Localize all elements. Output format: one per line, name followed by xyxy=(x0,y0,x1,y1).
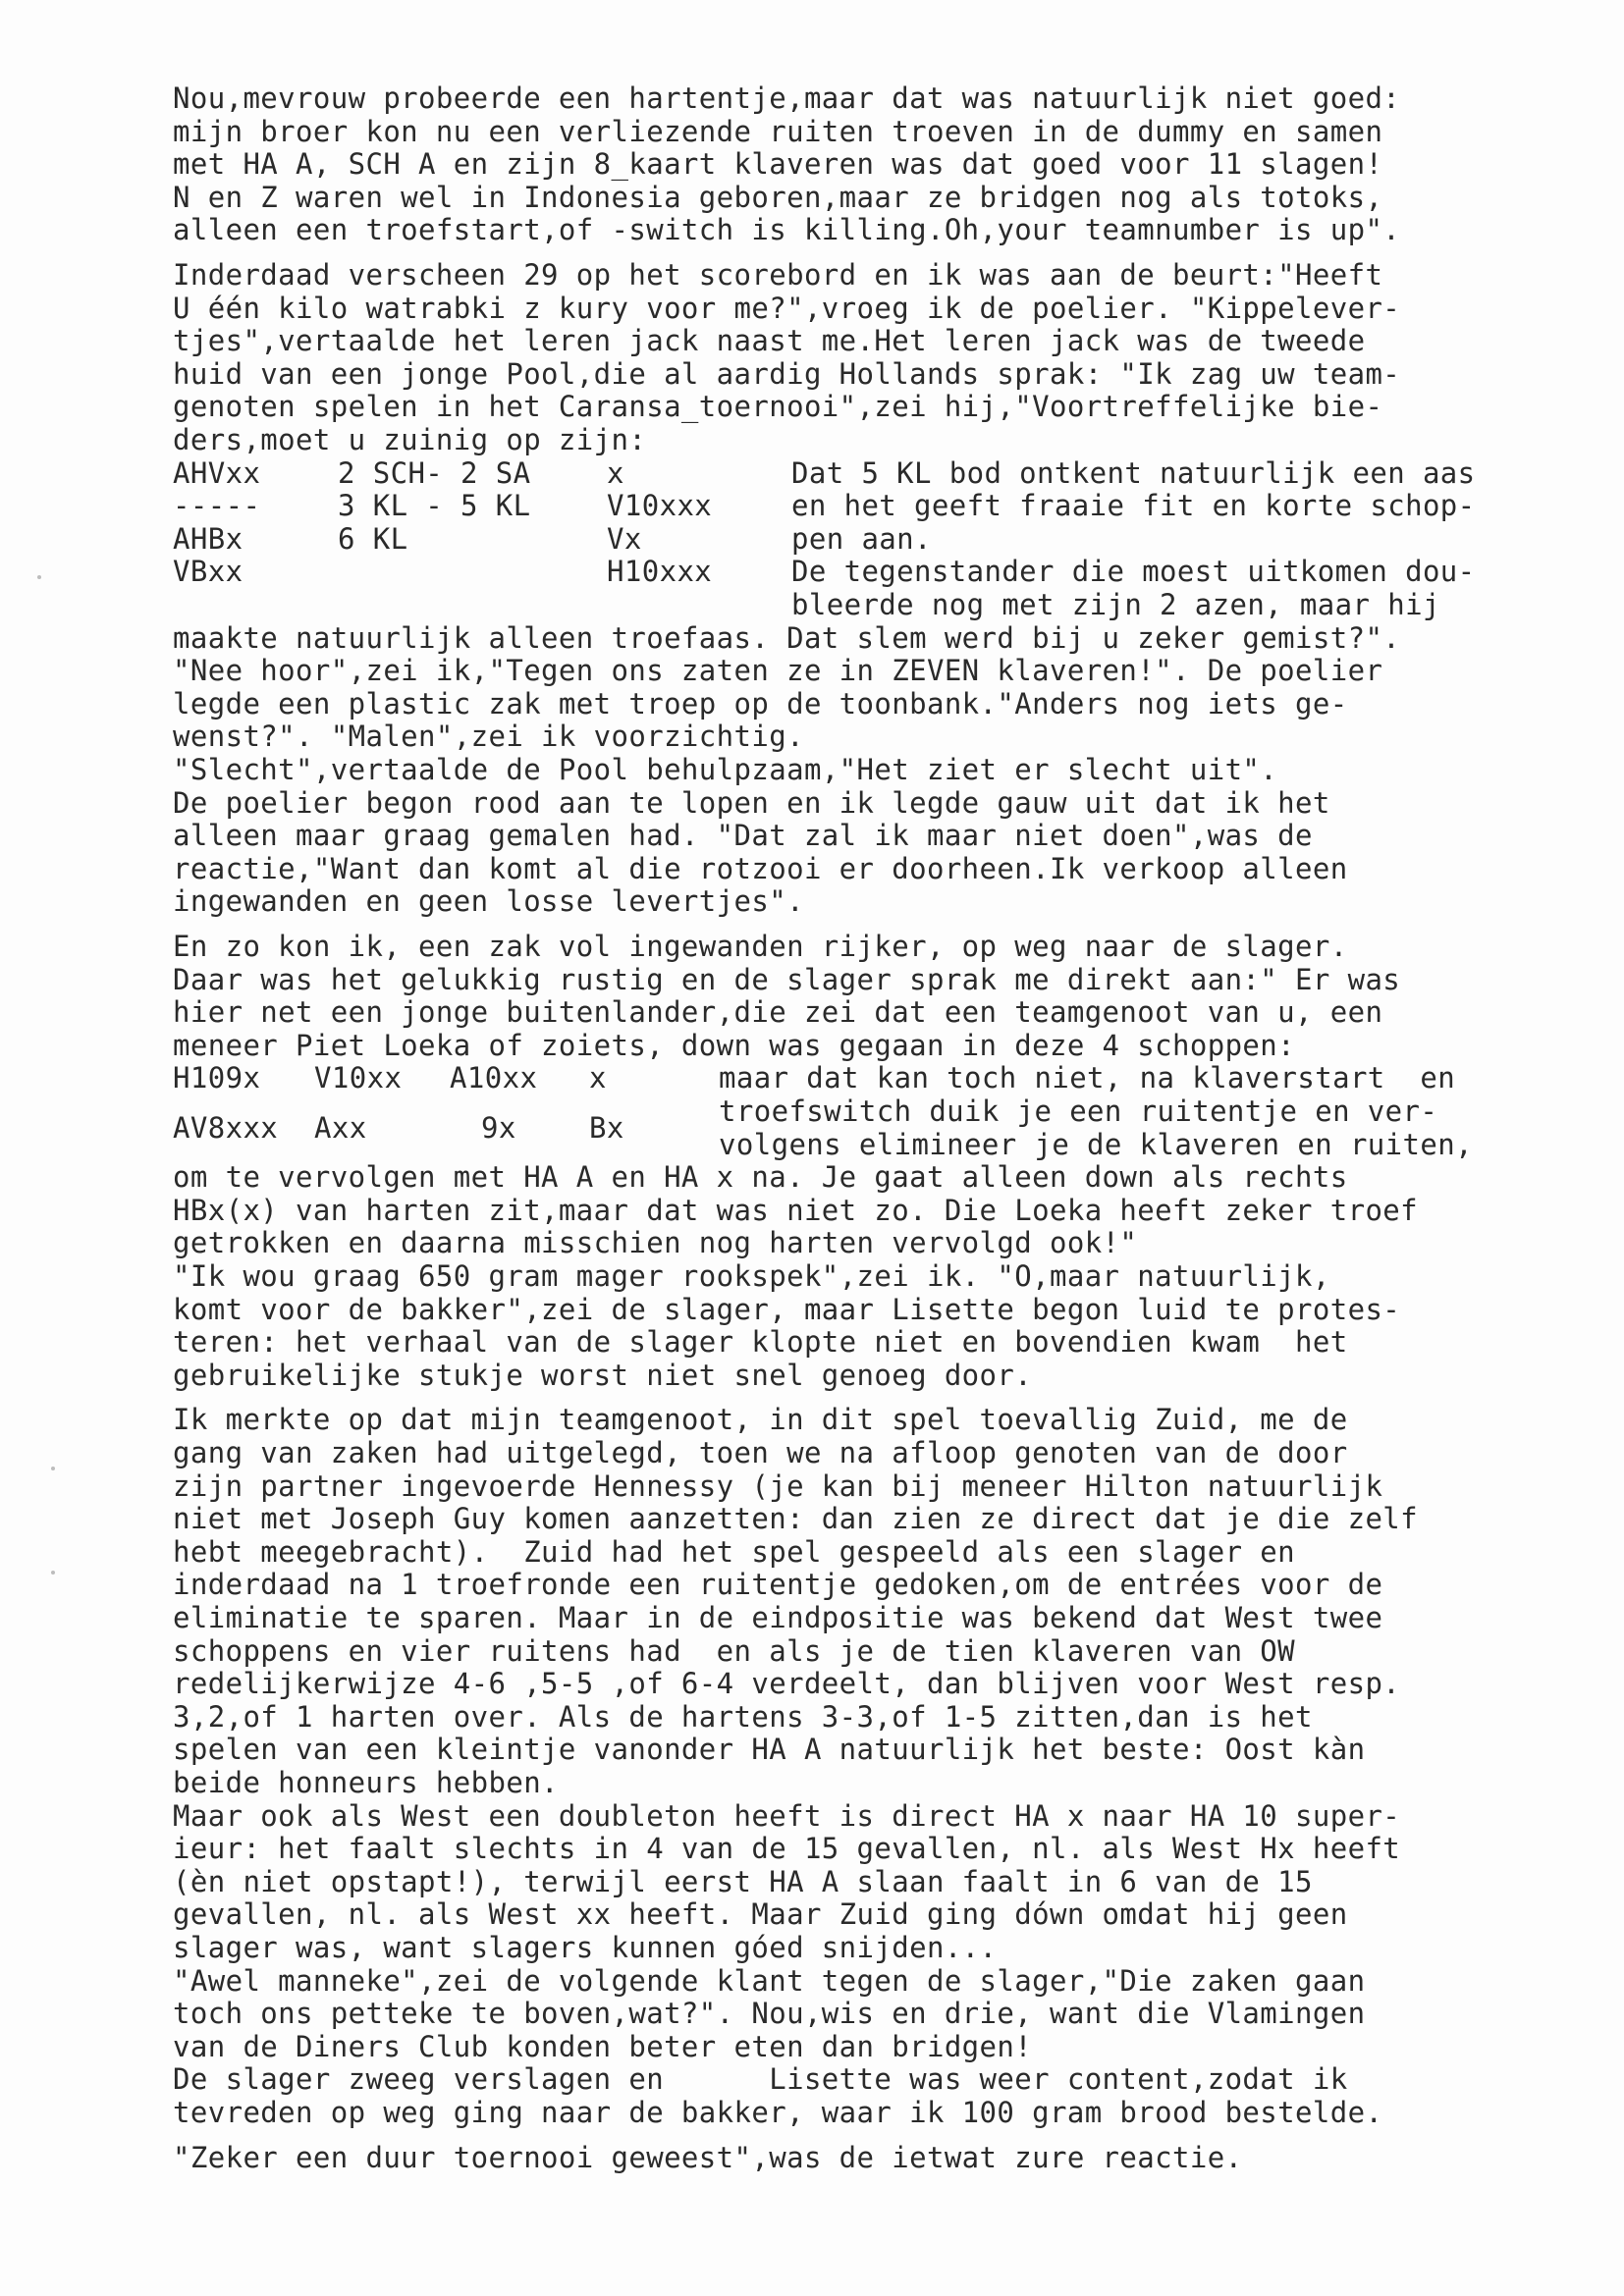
paragraph-6-line: redelijkerwijze 4-6 ,5-5 ,of 6-4 verdeelt, dan blijven voor West resp. xyxy=(173,1667,1401,1701)
margin-speck xyxy=(37,575,41,579)
paragraph-6-line: "Awel manneke",zei de volgende klant tegen de slager,"Die zaken gaan xyxy=(173,1963,1366,1998)
paragraph-3-line: "Slecht",vertaalde de Pool behulpzaam,"Het ziet er slecht uit". xyxy=(173,753,1278,786)
paragraph-6-line: inderdaad na 1 troefronde een ruitentje gedoken,om de entrées voor de xyxy=(173,1568,1383,1602)
paragraph-6-line: gang van zaken had uitgelegd, toen we na afloop genoten van de door xyxy=(173,1436,1348,1469)
paragraph-6-line: tevreden op weg ging naar de bakker, waar ik 100 gram brood bestelde. xyxy=(173,2096,1383,2129)
paragraph-3-line: reactie,"Want dan komt al die rotzooi er doorheen.Ik verkoop alleen xyxy=(173,851,1348,885)
bidding-hand-left: AHBx xyxy=(173,521,244,556)
paragraph-1-line: N en Z waren wel in Indonesia geboren,maar ze bridgen nog als totoks, xyxy=(173,180,1383,214)
paragraph-4-line: Daar was het gelukkig rustig en de slager sprak me direkt aan:" Er was xyxy=(173,962,1401,996)
paragraph-1-line: mijn broer kon nu een verliezende ruiten troeven in de dummy en samen xyxy=(173,114,1383,148)
paragraph-6-line: beide honneurs hebben. xyxy=(173,1766,559,1799)
south-hand-suit: AV8xxx xyxy=(173,1110,279,1145)
paragraph-2-line: huid van een jonge Pool,die al aardig Hollands sprak: "Ik zag uw team- xyxy=(173,356,1401,391)
paragraph-5-line: getrokken en daarna misschien nog harten vervolgd ook!" xyxy=(173,1226,1138,1260)
paragraph-6-line: niet met Joseph Guy komen aanzetten: dan zien ze direct dat je die zelf xyxy=(173,1502,1419,1536)
paragraph-6-line: Maar ook als West een doubleton heeft is direct HA x naar HA 10 super- xyxy=(173,1798,1401,1833)
paragraph-1-line: alleen een troefstart,of -switch is killing.Oh,your teamnumber is up". xyxy=(173,213,1401,247)
paragraph-7-line: "Zeker een duur toernooi geweest",was de ietwat zure reactie. xyxy=(173,2140,1243,2174)
paragraph-6-line: ieur: het faalt slechts in 4 van de 15 gevallen, nl. als West Hx heeft xyxy=(173,1832,1401,1866)
paragraph-3-line: "Nee hoor",zei ik,"Tegen ons zaten ze in ZEVEN klaveren!". De poelier xyxy=(173,654,1383,688)
bidding-comment: en het geeft fraaie fit en korte schop- xyxy=(791,489,1476,523)
north-hand-suit: A10xx xyxy=(450,1061,538,1095)
paragraph-5-line: teren: het verhaal van de slager klopte niet en bovendien kwam het xyxy=(173,1325,1348,1360)
paragraph-6-line: eliminatie te sparen. Maar in de eindpositie was bekend dat West twee xyxy=(173,1601,1383,1634)
paragraph-6-line: toch ons petteke te boven,wat?". Nou,wis en drie, want die Vlamingen xyxy=(173,1997,1366,2031)
paragraph-6-line: hebt meegebracht). Zuid had het spel gespeeld als een slager en xyxy=(173,1534,1296,1569)
paragraph-2-line: ders,moet u zuinig op zijn: xyxy=(173,423,647,456)
paragraph-3-line: De poelier begon rood aan te lopen en ik legde gauw uit dat ik het xyxy=(173,785,1330,820)
paragraph-6-line: gevallen, nl. als West xx heeft. Maar Zuid ging dówn omdat hij geen xyxy=(173,1897,1348,1932)
paragraph-1-line: met HA A, SCH A en zijn 8_kaart klaveren was dat goed voor 11 slagen! xyxy=(173,147,1383,182)
bidding-hand-left: ----- xyxy=(173,489,261,523)
paragraph-2-line: Inderdaad verscheen 29 op het scorebord en ik was aan de beurt:"Heeft xyxy=(173,258,1383,292)
hand-comment-line: volgens elimineer je de klaveren en ruiten, xyxy=(719,1127,1473,1161)
paragraph-5-line: "Ik wou graag 650 gram mager rookspek",zei ik. "O,maar natuurlijk, xyxy=(173,1259,1330,1293)
bidding-sequence: 2 SCH- 2 SA xyxy=(338,455,531,490)
bidding-hand-right: Vx xyxy=(607,521,642,556)
paragraph-6-line: spelen van een kleintje vanonder HA A natuurlijk het beste: Oost kàn xyxy=(173,1733,1366,1767)
margin-speck xyxy=(51,1467,55,1470)
paragraph-6-line: slager was, want slagers kunnen góed snijden... xyxy=(173,1931,998,1964)
bidding-comment: Dat 5 KL bod ontkent natuurlijk een aas xyxy=(791,455,1476,490)
bidding-hand-right: x xyxy=(607,455,624,490)
paragraph-2-line: genoten spelen in het Caransa_toernooi",zei hij,"Voortreffelijke bie- xyxy=(173,390,1383,424)
paragraph-4-line: meneer Piet Loeka of zoiets, down was gegaan in deze 4 schoppen: xyxy=(173,1028,1296,1062)
paragraph-4-line: hier net een jonge buitenlander,die zei dat een teamgenoot van u, een xyxy=(173,995,1383,1030)
paragraph-6-line: (èn niet opstapt!), terwijl eerst HA A slaan faalt in 6 van de 15 xyxy=(173,1864,1313,1898)
south-hand-suit: Bx xyxy=(589,1110,624,1145)
margin-speck xyxy=(51,1571,55,1575)
paragraph-3-line: legde een plastic zak met troep op de toonbank."Anders nog iets ge- xyxy=(173,686,1348,721)
paragraph-5-line: om te vervolgen met HA A en HA x na. Je gaat alleen down als rechts xyxy=(173,1160,1348,1195)
bidding-comment: pen aan. xyxy=(791,521,932,556)
paragraph-6-line: zijn partner ingevoerde Hennessy (je kan bij meneer Hilton natuurlijk xyxy=(173,1468,1383,1503)
paragraph-6-line: van de Diners Club konden beter eten dan bridgen! xyxy=(173,2029,1033,2063)
bidding-hand-left: VBxx xyxy=(173,555,244,589)
paragraph-3-line: maakte natuurlijk alleen troefaas. Dat slem werd bij u zeker gemist?". xyxy=(173,620,1401,655)
north-hand-suit: V10xx xyxy=(314,1061,403,1095)
paragraph-6-line: De slager zweeg verslagen en Lisette was weer content,zodat ik xyxy=(173,2062,1348,2097)
bidding-comment: De tegenstander die moest uitkomen dou- xyxy=(791,555,1476,589)
paragraph-3-line: ingewanden en geen losse levertjes". xyxy=(173,884,804,919)
bidding-hand-left: AHVxx xyxy=(173,455,261,490)
bidding-sequence: 3 KL - 5 KL xyxy=(338,489,531,523)
bidding-sequence: 6 KL xyxy=(338,521,408,556)
south-hand-suit: Axx xyxy=(314,1110,367,1145)
paragraph-3-line: wenst?". "Malen",zei ik voorzichtig. xyxy=(173,720,804,754)
hand-comment-line: maar dat kan toch niet, na klaverstart en xyxy=(719,1061,1456,1095)
bidding-hand-right: H10xxx xyxy=(607,555,713,589)
north-hand-suit: x xyxy=(589,1061,607,1095)
paragraph-6-line: Ik merkte op dat mijn teamgenoot, in dit spel toevallig Zuid, me de xyxy=(173,1403,1348,1437)
paragraph-5-line: HBx(x) van harten zit,maar dat was niet zo. Die Loeka heeft zeker troef xyxy=(173,1193,1419,1227)
paragraph-6-line: 3,2,of 1 harten over. Als de hartens 3-3,of 1-5 zitten,dan is het xyxy=(173,1699,1313,1734)
north-hand-suit: H109x xyxy=(173,1061,261,1095)
bidding-hand-right: V10xxx xyxy=(607,489,713,523)
paragraph-5-line: komt voor de bakker",zei de slager, maar Lisette begon luid te protes- xyxy=(173,1292,1401,1326)
south-hand-suit: 9x xyxy=(481,1110,516,1145)
paragraph-1-line: Nou,mevrouw probeerde een hartentje,maar dat was natuurlijk niet goed: xyxy=(173,81,1401,115)
hand-comment-line: troefswitch duik je een ruitentje en ver- xyxy=(719,1095,1438,1128)
paragraph-2-line: U één kilo watrabki z kury voor me?",vroeg ik de poelier. "Kippelever- xyxy=(173,291,1401,325)
paragraph-2-line: tjes",vertaalde het leren jack naast me.Het leren jack was de tweede xyxy=(173,324,1366,358)
bidding-comment: bleerde nog met zijn 2 azen, maar hij xyxy=(791,588,1440,621)
paragraph-5-line: gebruikelijke stukje worst niet snel genoeg door. xyxy=(173,1358,1033,1392)
paragraph-3-line: alleen maar graag gemalen had. "Dat zal ik maar niet doen",was de xyxy=(173,819,1313,853)
paragraph-6-line: schoppens en vier ruitens had en als je de tien klaveren van OW xyxy=(173,1633,1296,1668)
paragraph-4-line: En zo kon ik, een zak vol ingewanden rijker, op weg naar de slager. xyxy=(173,930,1348,963)
